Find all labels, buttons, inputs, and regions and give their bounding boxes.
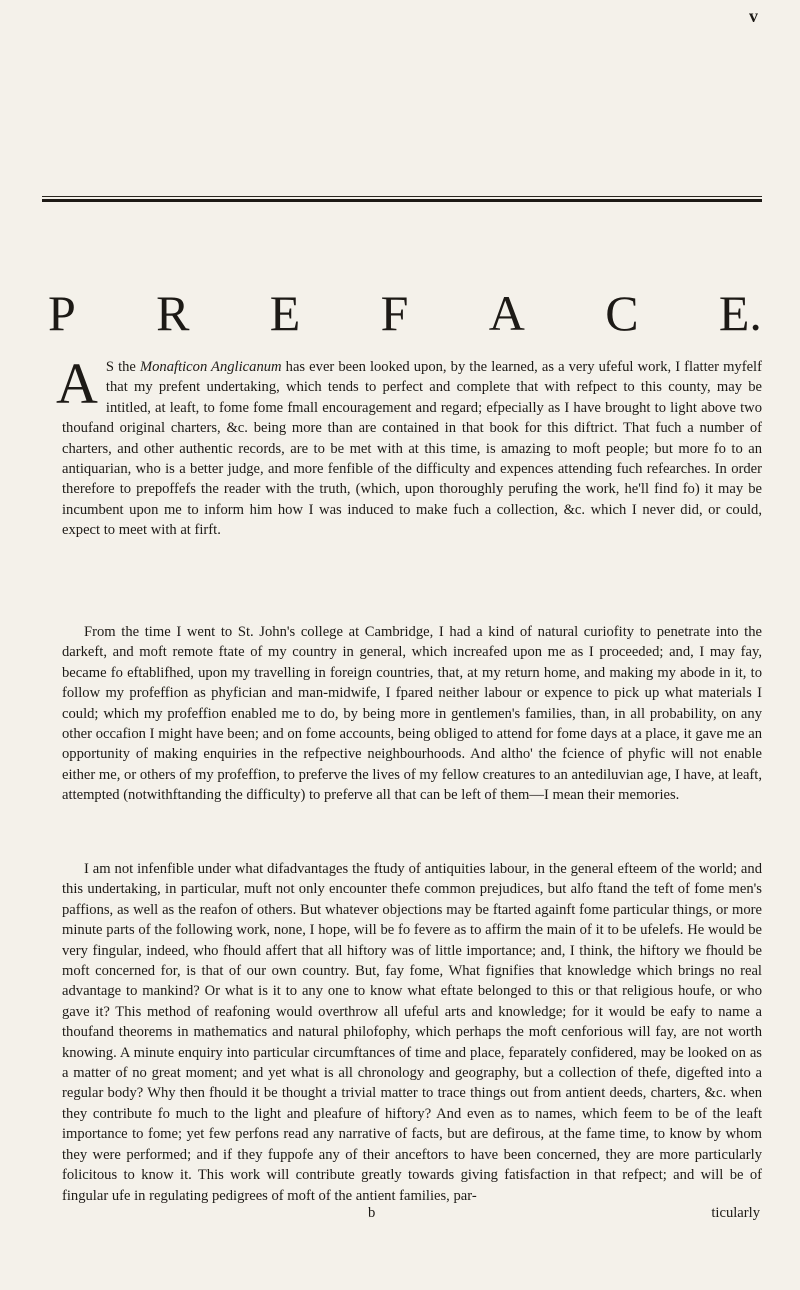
paragraph-1-body: has ever been looked upon, by the learned, as a very ufeful work, I flatter myfelf that my prefent undertaking, which tends to perfect and complete that with refpect to this county, may be intitled, at leaft, to fome fome fmall encouragement and regard; efpecially as I have brought to light above two thoufand original charters, &c. being more than are contained in that book for this diftrict. That fuch a number of charters, and other authentic records, are to be met with at this time, is amazing to moft people; but more fo to an antiquarian, who is a better judge, and more fenfible of the difficulty and expences attending fuch refearches. In order therefore to prepoffefs the reader with the truth, (which, upon thoroughly perufing the work, he'll find fo) it may be incumbent upon me to inform him how I was induced to make fuch a collection, &c. which I never did, or could, expect to meet with at firft. [62,359,762,539]
title-letter: E. [718,285,762,341]
title-letter: R [156,285,190,341]
title-letter: E [269,285,301,341]
book-title-italic: Monafticon Anglicanum [139,359,282,375]
title-letter: A [488,285,525,341]
header-rule-thick [42,199,762,202]
title-letter: P [48,285,76,341]
header-rule-thin [42,196,762,197]
paragraph-2: From the time I went to St. John's college at Cambridge, I had a kind of natural curiofity to penetrate into the darkeft, and moft remote ftate of my country in general, which increafed upon me as I proceeded; and, I may fay, became fo eftablifhed, upon my travelling in foreign countries, that, at my return home, and making my abode in it, to follow my profeffion as phyfician and man-midwife, I fpared neither labour or expence to pick up what materials I could; which my profeffion enabled me to do, by being more in gentlemen's families, than, in all probability, on any other occafion I might have been; and on fome accounts, being obliged to attend for fome days at a place, it gave me an opportunity of making enquiries in the refpective neighbourhoods. And altho' the fcience of phyfic will not enable either me, or others of my profeffion, to preferve the lives of my fellow creatures to an antediluvian age, I have, at leaft, attempted (notwithftanding the difficulty) to preferve all that can be left of them—I mean their memories. [62,624,762,804]
page-number: v [749,6,758,26]
signature-mark: b [368,1205,376,1221]
drop-cap: A [56,351,98,416]
paragraph-1 [56,351,762,541]
page-title [48,284,762,342]
paragraph-3: I am not infenfible under what difadvantages the ftudy of antiquities labour, in the general efteem of the world; and this undertaking, in particular, muft not only encounter thefe common prejudices, but alfo ftand the teft of fome men's paffions, as well as the reafon of others. But whatever objections may be ftarted againft fome particular things, or more minute parts of the following work, none, I hope, will be fo fevere as to affirm the main of it to be ufelefs. He would be very fingular, indeed, who fhould affert that all hiftory was of little importance; and, I think, the hiftory we fhould be moft concerned for, is that of our own country. But, fay fome, What fignifies that knowledge which brings no real advantage to mankind? Or what is it to any one to know what eftate belonged to this or that religious houfe, or who gave it? This method of reafoning would overthrow all ufeful arts and knowledge; for it would be eafy to name a thoufand theorems in mathematics and natural philofophy, which perhaps the moft cenforious will fay, are not worth knowing. A minute enquiry into particular circumftances of time and place, feparately confidered, may be looked on as a matter of no great moment; and yet what is all chronology and geography, but a collection of thefe, digefted into a regular body? Why then fhould it be thought a trivial matter to trace things out from antient deeds, charters, &c. when they contribute fo much to the light and pleafure of hiftory? And even as to names, which feem to be of the leaft importance to fome; yet few perfons read any narrative of facts, but are defirous, at the fame time, to know by whom they were performed; and if they fuppofe any of their anceftors to have been concerned, they are more particularly folicitous to know it. This work will contribute greatly towards giving fatisfaction in that refpect; and will be of fingular ufe in regulating pedigrees of moft of the antient families, par- [62,861,762,1204]
title-letter: F [380,285,409,341]
catchword: ticularly [711,1205,760,1221]
paragraph-1-start: S the [105,359,140,375]
title-letter: C [605,285,639,341]
